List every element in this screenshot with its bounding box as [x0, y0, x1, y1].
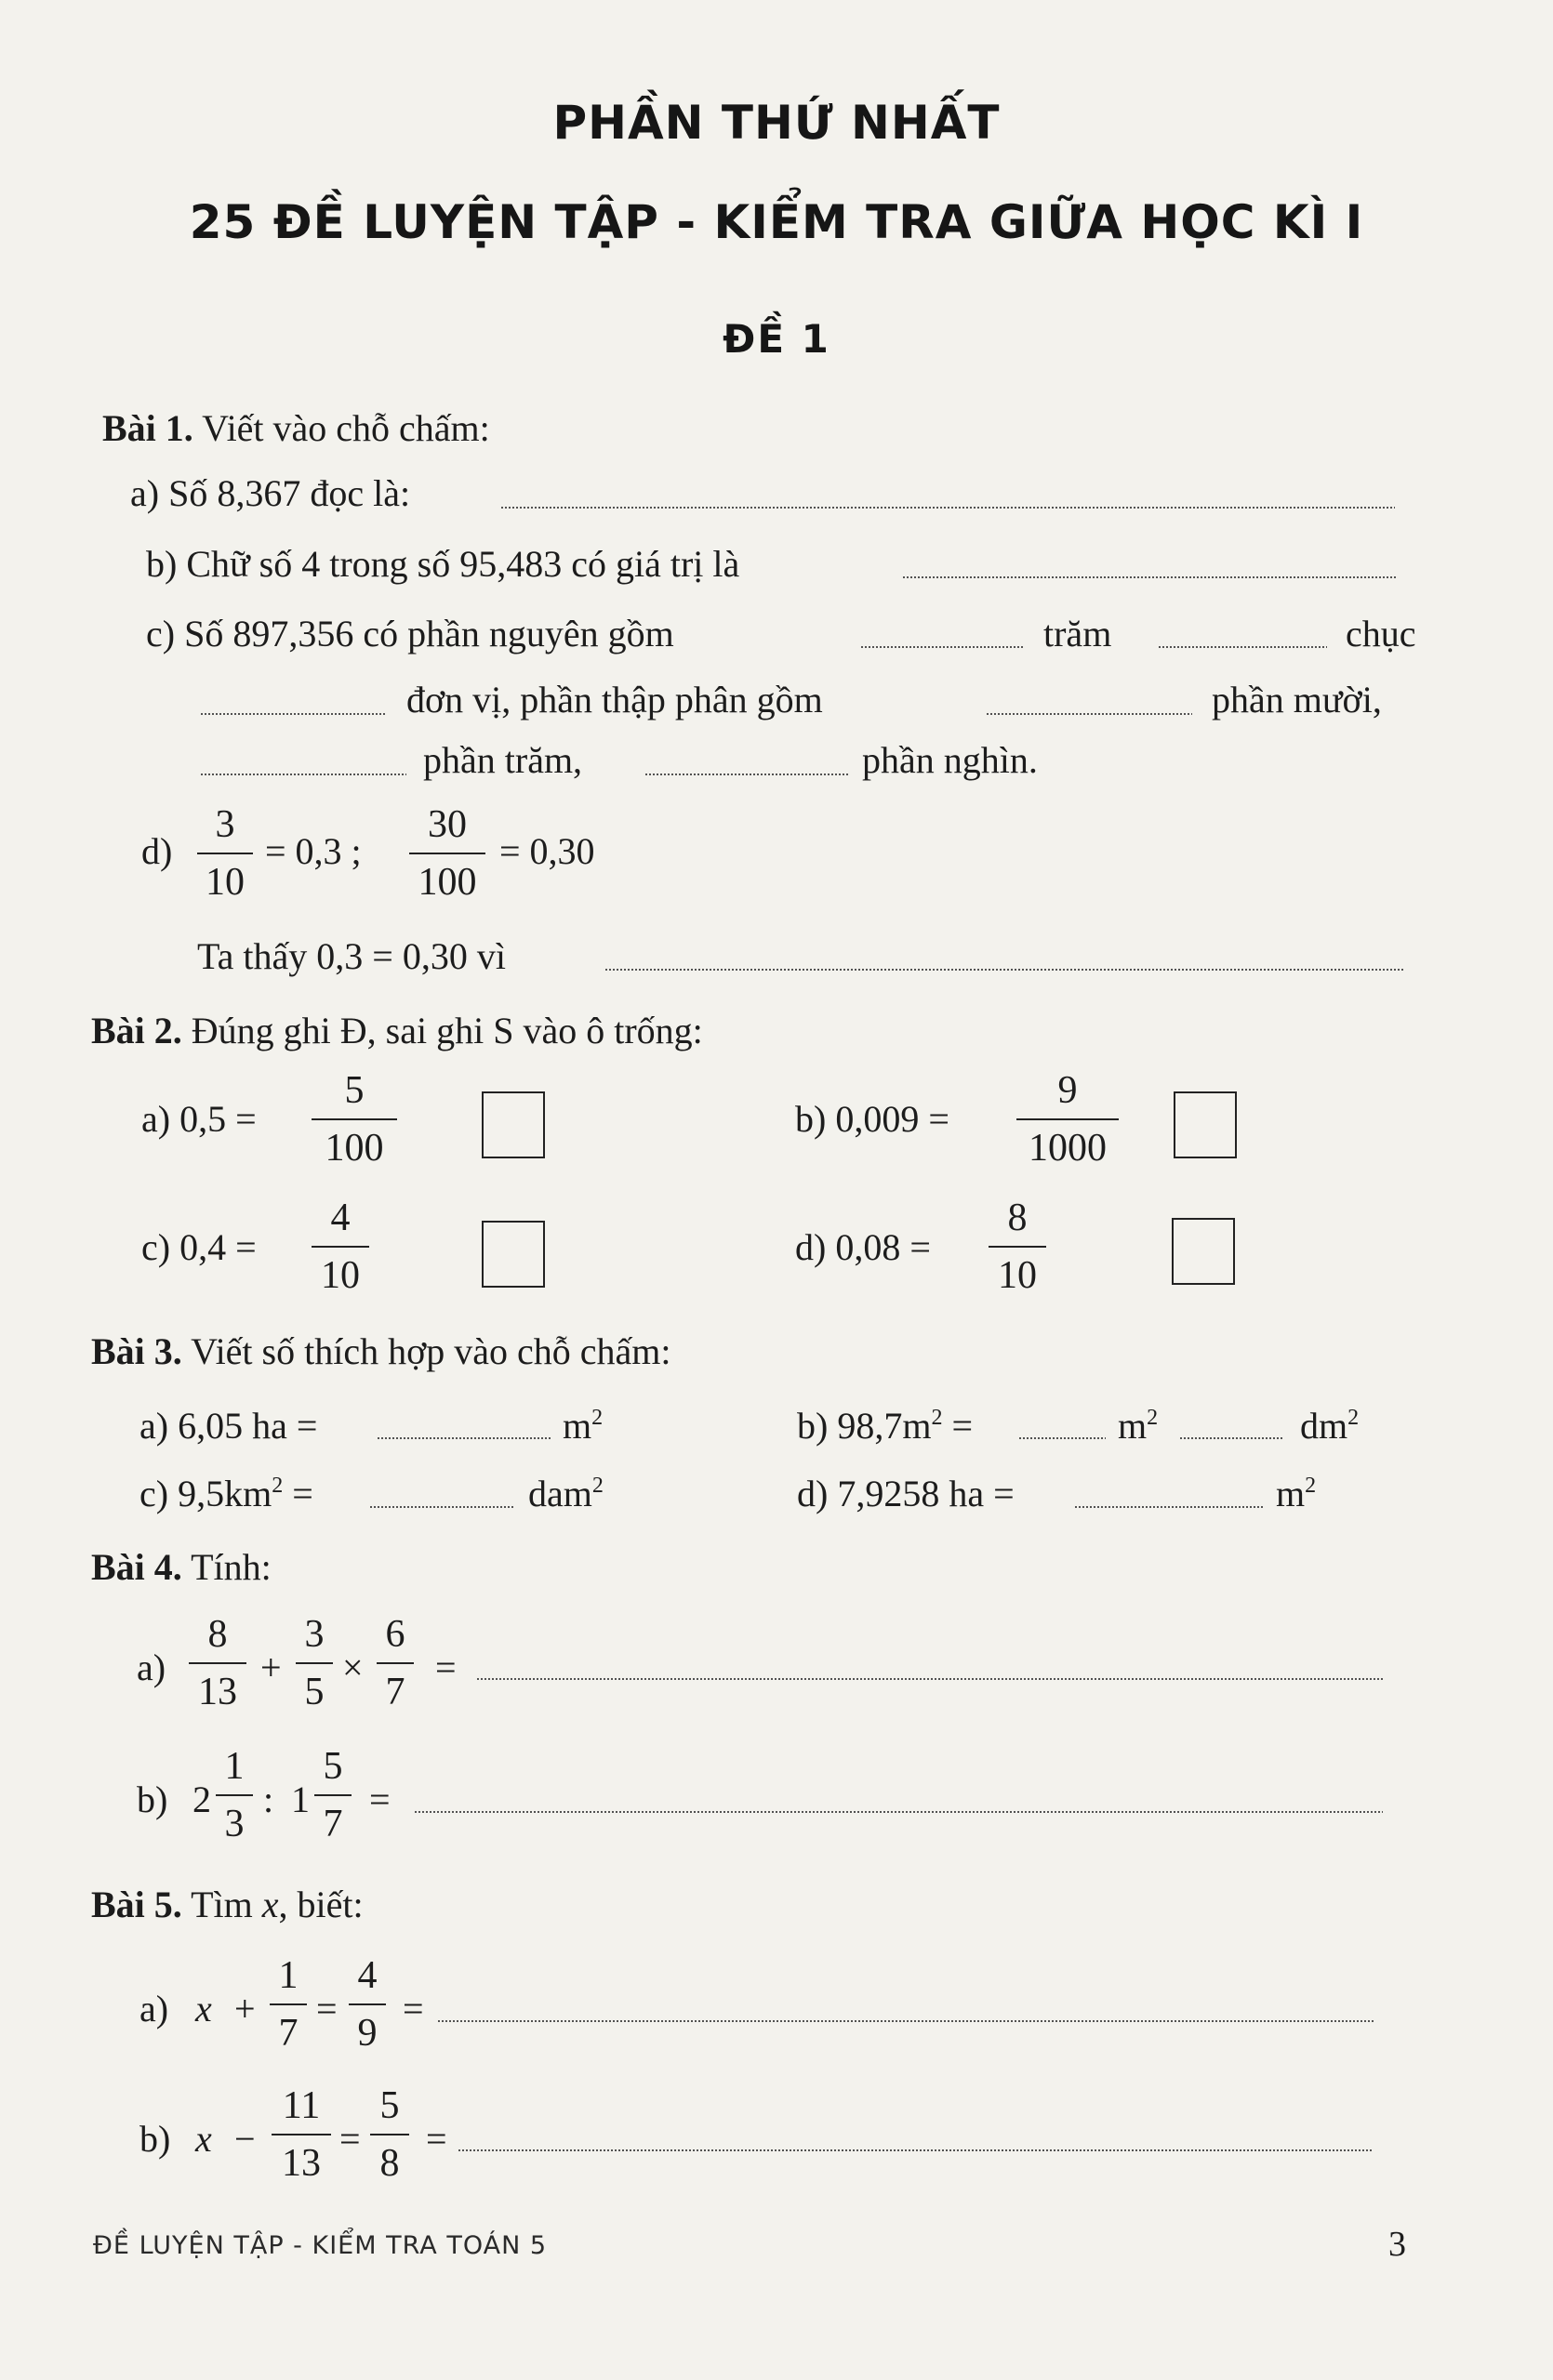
bai5-b-fraction-2: 5 8 — [370, 2082, 409, 2187]
bai1-b-text: b) Chữ số 4 trong số 95,483 có giá trị là — [146, 543, 740, 585]
page-number: 3 — [1388, 2225, 1406, 2264]
bai1-label: Bài 1. — [102, 407, 193, 449]
bai2-d-fraction: 8 10 — [989, 1195, 1046, 1299]
bai3-d-unit: $m^2$ — [1276, 1473, 1317, 1514]
bai5-prompt-pre: Tìm — [191, 1884, 253, 1925]
bai2-a-left: a) 0,5 = — [141, 1098, 257, 1140]
bai3-b-answer-line-1[interactable] — [1018, 1437, 1106, 1439]
bai5-b-label: b) — [139, 2118, 171, 2160]
bai2-label: Bài 2. — [91, 1010, 182, 1051]
bai4-b-answer-line[interactable] — [414, 1811, 1383, 1813]
bai1-heading — [102, 406, 490, 451]
bai1-c-prefix: c) Số 897,356 có phần nguyên gồm — [146, 613, 674, 654]
bai4-a-eq: = — [435, 1646, 457, 1688]
bai4-b-divide: : — [263, 1778, 274, 1820]
bai5-a-eq1: = — [316, 1988, 338, 2030]
bai1-c-tram: trăm — [1043, 613, 1112, 654]
bai5-b-variable: x — [195, 2118, 212, 2160]
bai4-b-fraction-1: 1 3 — [216, 1743, 253, 1847]
bai4-b-whole-2: 1 — [291, 1778, 310, 1820]
bai4-label: Bài 4. — [91, 1546, 182, 1588]
bai4-prompt: Tính: — [191, 1546, 272, 1588]
bai1-c-chuc-line[interactable] — [1158, 646, 1327, 648]
bai5-a-plus: + — [234, 1988, 256, 2030]
bai5-a-fraction-1: 1 7 — [270, 1952, 307, 2056]
bai4-b-label: b) — [137, 1778, 168, 1820]
bai3-c-left: c) $9,5km^2$ = — [139, 1473, 313, 1514]
bai1-d-eq1: = 0,3 ; — [265, 830, 362, 872]
bai5-b-eq2: = — [426, 2118, 447, 2160]
bai1-d-fraction-1: 3 10 — [197, 801, 253, 906]
bai2-d-answer-box[interactable] — [1172, 1218, 1235, 1285]
bai4-a-fraction-2: 3 5 — [296, 1611, 333, 1715]
part-title: PHẦN THỨ NHẤT — [552, 96, 1001, 150]
bai1-c-phantram: phần trăm, — [423, 739, 583, 781]
bai1-c-phannghin-line[interactable] — [644, 774, 849, 775]
bai1-d-answer-line[interactable] — [604, 969, 1404, 971]
bai3-b-answer-line-2[interactable] — [1179, 1437, 1283, 1439]
bai4-a-times: × — [342, 1646, 364, 1688]
bai4-b-fraction-2: 5 7 — [314, 1743, 352, 1847]
bai5-a-answer-line[interactable] — [437, 2020, 1374, 2022]
bai1-a-answer-line[interactable] — [500, 507, 1395, 509]
bai3-b-left: b) $98,7m^2$ = — [797, 1405, 973, 1447]
bai1-c-phannghin: phần nghìn. — [862, 739, 1038, 781]
bai3-b-unit1: $m^2$ — [1118, 1405, 1159, 1447]
bai1-d-eq2: = 0,30 — [499, 830, 595, 872]
bai5-b-answer-line[interactable] — [458, 2149, 1374, 2151]
bai5-prompt-post: , biết: — [278, 1884, 364, 1925]
bai2-b-answer-box[interactable] — [1174, 1091, 1237, 1158]
bai1-d-label: d) — [141, 830, 173, 872]
bai2-heading — [91, 1009, 703, 1053]
bai3-c-answer-line[interactable] — [369, 1506, 515, 1508]
bai1-a-text: a) Số 8,367 đọc là: — [130, 472, 411, 514]
bai4-heading — [91, 1545, 272, 1590]
bai3-c-unit: dam$^2$ — [528, 1473, 604, 1514]
test-title: ĐỀ 1 — [723, 316, 830, 362]
bai5-a-label: a) — [139, 1988, 169, 2030]
bai2-d-left: d) 0,08 = — [795, 1226, 931, 1268]
bai4-b-whole-1: 2 — [192, 1778, 211, 1820]
bai5-heading — [91, 1883, 364, 1927]
bai3-a-unit: $m^2$ — [563, 1405, 604, 1447]
bai5-label: Bài 5. — [91, 1884, 182, 1925]
bai3-a-left: a) 6,05 ha = — [139, 1405, 318, 1447]
bai3-b-unit2: $dm^2$ — [1300, 1405, 1360, 1447]
bai2-prompt: Đúng ghi Đ, sai ghi S vào ô trống: — [191, 1010, 703, 1051]
bai1-c-tram-line[interactable] — [860, 646, 1023, 648]
bai4-a-plus: + — [260, 1646, 282, 1688]
bai3-label: Bài 3. — [91, 1330, 182, 1372]
bai1-c-phanmuoi-line[interactable] — [986, 713, 1192, 715]
bai1-prompt: Viết vào chỗ chấm: — [202, 407, 490, 449]
bai2-b-left: b) 0,009 = — [795, 1098, 949, 1140]
bai2-a-answer-box[interactable] — [482, 1091, 545, 1158]
bai3-d-answer-line[interactable] — [1074, 1506, 1263, 1508]
bai2-b-fraction: 9 1000 — [1016, 1067, 1119, 1171]
bai3-a-answer-line[interactable] — [377, 1437, 551, 1439]
bai1-c-chuc: chục — [1346, 613, 1416, 654]
bai4-a-fraction-3: 6 7 — [377, 1611, 414, 1715]
bai4-a-label: a) — [137, 1646, 166, 1688]
bai3-d-left: d) 7,9258 ha = — [797, 1473, 1015, 1514]
bai1-c-phantram-line[interactable] — [200, 774, 406, 775]
bai3-prompt: Viết số thích hợp vào chỗ chấm: — [191, 1330, 671, 1372]
bai2-c-left: c) 0,4 = — [141, 1226, 257, 1268]
bai5-a-fraction-2: 4 9 — [349, 1952, 386, 2056]
bai5-b-minus: − — [234, 2118, 256, 2160]
bai1-b-answer-line[interactable] — [902, 576, 1397, 578]
bai1-d-note: Ta thấy 0,3 = 0,30 vì — [197, 935, 506, 977]
bai5-b-eq1: = — [339, 2118, 361, 2160]
bai3-heading — [91, 1329, 670, 1374]
bai2-c-answer-box[interactable] — [482, 1221, 545, 1288]
bai5-variable: x — [261, 1884, 279, 1925]
bai2-a-fraction: 5 100 — [312, 1067, 397, 1171]
bai5-b-fraction-1: 11 13 — [272, 2082, 331, 2187]
bai1-d-fraction-2: 30 100 — [409, 801, 485, 906]
bai4-b-eq: = — [369, 1778, 391, 1820]
bai5-a-variable: x — [195, 1988, 212, 2030]
bai4-a-answer-line[interactable] — [476, 1678, 1383, 1680]
bai1-c-donvi-line[interactable] — [200, 713, 386, 715]
bai5-a-eq2: = — [403, 1988, 424, 2030]
bai4-a-fraction-1: 8 13 — [189, 1611, 246, 1715]
book-title: 25 ĐỀ LUYỆN TẬP - KIỂM TRA GIỮA HỌC KÌ I — [189, 195, 1364, 249]
bai2-c-fraction: 4 10 — [312, 1195, 369, 1299]
footer-book-title: ĐỀ LUYỆN TẬP - KIỂM TRA TOÁN 5 — [93, 2231, 548, 2260]
bai1-c-phanmuoi: phần mười, — [1212, 679, 1382, 721]
bai1-c-donvi: đơn vị, phần thập phân gồm — [406, 679, 823, 721]
